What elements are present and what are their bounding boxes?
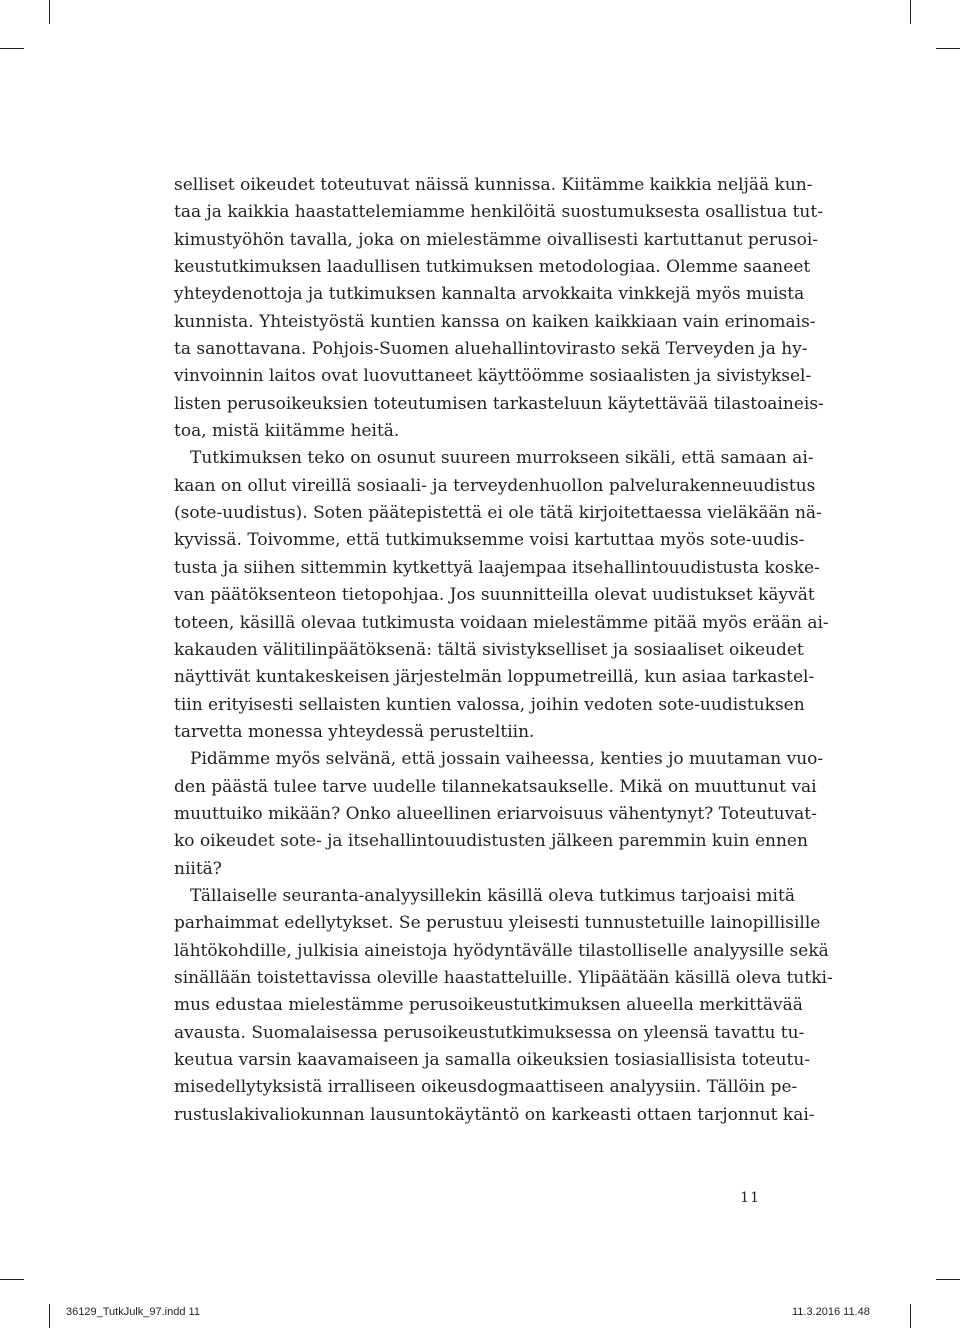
text-line: selliset oikeudet toteutuvat näissä kunnissa. Kiitämme kaikkia neljää kun- bbox=[174, 175, 813, 195]
text-line: kakauden välitilinpäätöksenä: tältä sivistykselliset ja sosiaaliset oikeudet bbox=[174, 639, 804, 660]
text-line: tusta ja siihen sittemmin kytkettyä laajempaa itsehallintouudistusta koske- bbox=[174, 557, 820, 578]
text-line: ko oikeudet sote- ja itsehallintouudistusten jälkeen paremmin kuin ennen bbox=[174, 831, 808, 852]
page-number: 11 bbox=[740, 1190, 760, 1206]
text-line: van päätöksenteon tietopohjaa. Jos suunnitteilla olevat uudistukset käyvät bbox=[174, 585, 815, 606]
crop-mark-bottom-left-horizontal bbox=[0, 1279, 24, 1280]
text-line: avausta. Suomalaisessa perusoikeustutkimuksessa on yleensä tavattu tu- bbox=[174, 1022, 805, 1043]
slug-file-info: 36129_TutkJulk_97.indd 11 bbox=[66, 1306, 200, 1318]
text-line: keustutkimuksen laadullisen tutkimuksen metodologiaa. Olemme saaneet bbox=[174, 257, 811, 278]
text-line: muuttuiko mikään? Onko alueellinen eriarvoisuus vähentynyt? Toteutuvat- bbox=[174, 803, 817, 824]
text-line: sinällään toistettavissa oleville haastatteluille. Ylipäätään käsillä oleva tutki- bbox=[174, 967, 833, 988]
text-line: näyttivät kuntakeskeisen järjestelmän loppumetreillä, kun asiaa tarkastel- bbox=[174, 667, 815, 688]
text-line: Tällaiselle seuranta-analyysillekin käsillä oleva tutkimus tarjoaisi mitä bbox=[190, 885, 795, 906]
text-line: listen perusoikeuksien toteutumisen tarkasteluun käytettävää tilastoaineis- bbox=[174, 393, 824, 414]
text-line: tarvetta monessa yhteydessä perusteltiin. bbox=[174, 721, 535, 742]
text-line: toteen, käsillä olevaa tutkimusta voidaan mielestämme pitää myös erään ai- bbox=[174, 612, 829, 633]
text-line: toa, mistä kiitämme heitä. bbox=[174, 421, 400, 442]
text-line: Tutkimuksen teko on osunut suureen murrokseen sikäli, että samaan ai- bbox=[190, 448, 814, 469]
text-line: niitä? bbox=[174, 858, 222, 879]
slug-date-info: 11.3.2016 11.48 bbox=[792, 1306, 870, 1318]
text-line: kimustyöhön tavalla, joka on mielestämme oivallisesti kartuttanut perusoi- bbox=[174, 229, 819, 250]
text-line: parhaimmat edellytykset. Se perustuu yleisesti tunnustetuille lainopillisille bbox=[174, 913, 821, 934]
text-line: tiin erityisesti sellaisten kuntien valossa, joihin vedoten sote-uudistuksen bbox=[174, 694, 805, 715]
crop-mark-bottom-left-vertical bbox=[49, 1304, 50, 1328]
text-line: mus edustaa mielestämme perusoikeustutkimuksen alueella merkittävää bbox=[174, 995, 803, 1016]
text-line: keutua varsin kaavamaiseen ja samalla oikeuksien tosiasiallisista toteutu- bbox=[174, 1050, 811, 1070]
text-line: yhteydenottoja ja tutkimuksen kannalta arvokkaita vinkkejä myös muista bbox=[174, 284, 805, 305]
crop-mark-top-left-horizontal bbox=[0, 48, 24, 49]
text-line: misedellytyksistä irralliseen oikeusdogmaattiseen analyysiin. Tällöin pe- bbox=[174, 1077, 798, 1098]
text-line: lähtökohdille, julkisia aineistoja hyödyntävälle tilastolliselle analyysille sekä bbox=[174, 940, 829, 961]
crop-mark-bottom-right-vertical bbox=[910, 1304, 911, 1328]
crop-mark-top-right-vertical bbox=[910, 0, 911, 24]
text-line: (sote-uudistus). Soten päätepistettä ei ole tätä kirjoitettaessa vieläkään nä- bbox=[174, 503, 822, 524]
text-line: vinvoinnin laitos ovat luovuttaneet käyttöömme sosiaalisten ja sivistyksel- bbox=[174, 366, 812, 387]
crop-mark-top-right-horizontal bbox=[936, 48, 960, 49]
crop-mark-top-left-vertical bbox=[49, 0, 50, 24]
text-line: ta sanottavana. Pohjois-Suomen aluehallintovirasto sekä Terveyden ja hy- bbox=[174, 339, 808, 360]
text-line: rustuslakivaliokunnan lausuntokäytäntö on karkeasti ottaen tarjonnut kai- bbox=[174, 1104, 815, 1125]
crop-mark-bottom-right-horizontal bbox=[936, 1279, 960, 1280]
body-text bbox=[174, 172, 833, 1129]
text-line: Pidämme myös selvänä, että jossain vaiheessa, kenties jo muutaman vuo- bbox=[190, 749, 824, 770]
text-line: kaan on ollut vireillä sosiaali- ja terveydenhuollon palvelurakenneuudistus bbox=[174, 475, 816, 496]
text-line: kyvissä. Toivomme, että tutkimuksemme voisi kartuttaa myös sote-uudis- bbox=[174, 530, 805, 551]
text-line: den päästä tulee tarve uudelle tilannekatsaukselle. Mikä on muuttunut vai bbox=[174, 776, 817, 797]
text-line: kunnista. Yhteistyöstä kuntien kanssa on kaiken kaikkiaan vain erinomais- bbox=[174, 311, 816, 332]
text-line: taa ja kaikkia haastattelemiamme henkilöitä suostumuksesta osallistua tut- bbox=[174, 202, 823, 223]
